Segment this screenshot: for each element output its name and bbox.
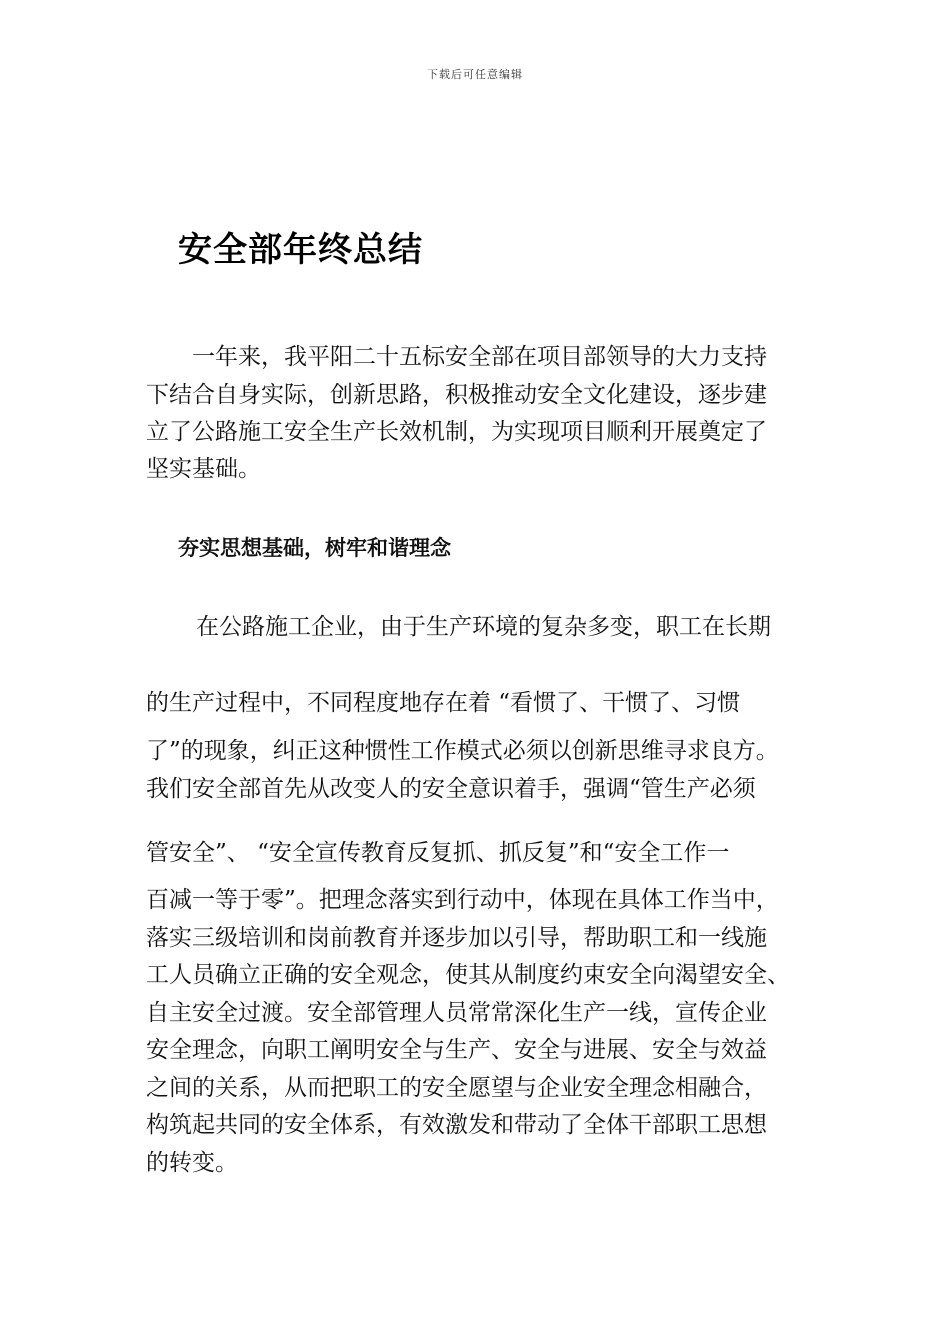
header-note: 下载后可任意编辑 (427, 68, 523, 81)
intro-line: 一年来，我平阳二十五标安全部在项目部领导的大力支持 (192, 344, 767, 370)
body-line: 构筑起共同的安全体系，有效激发和带动了全体干部职工思想 (146, 1112, 767, 1138)
intro-line: 立了公路施工安全生产长效机制，为实现项目顺利开展奠定了 (146, 419, 767, 445)
section-heading: 夯实思想基础，树牢和谐理念 (178, 536, 451, 560)
body-line: 的生产过程中，不同程度地存在着 “看惯了、干惯了、习惯 (146, 690, 741, 716)
body-line: 之间的关系，从而把职工的安全愿望与企业安全理念相融合， (146, 1075, 767, 1101)
body-line: 工人员确立正确的安全观念，使其从制度约束安全向渴望安全、 (146, 962, 790, 988)
intro-line: 坚实基础。 (146, 456, 261, 482)
body-line: 落实三级培训和岗前教育并逐步加以引导，帮助职工和一线施 (146, 925, 767, 951)
body-line: 管安全”、 “安全宣传教育反复抓、抓反复”和“安全工作一 (146, 840, 730, 866)
document-title: 安全部年终总结 (178, 230, 423, 270)
body-line: 的转变。 (146, 1150, 238, 1176)
body-line: 了”的现象，纠正这种惯性工作模式必须以创新思维寻求良方。 (146, 738, 779, 764)
body-line: 百减一等于零”。把理念落实到行动中，体现在具体工作当中， (146, 887, 779, 913)
body-line: 安全理念，向职工阐明安全与生产、安全与进展、安全与效益 (146, 1037, 767, 1063)
body-line: 在公路施工企业，由于生产环境的复杂多变，职工在长期 (196, 614, 771, 640)
body-line: 我们安全部首先从改变人的安全意识着手，强调“管生产必须 (146, 776, 756, 802)
intro-line: 下结合自身实际，创新思路，积极推动安全文化建设，逐步建 (146, 382, 767, 408)
body-line: 自主安全过渡。安全部管理人员常常深化生产一线，宣传企业 (146, 1000, 767, 1026)
